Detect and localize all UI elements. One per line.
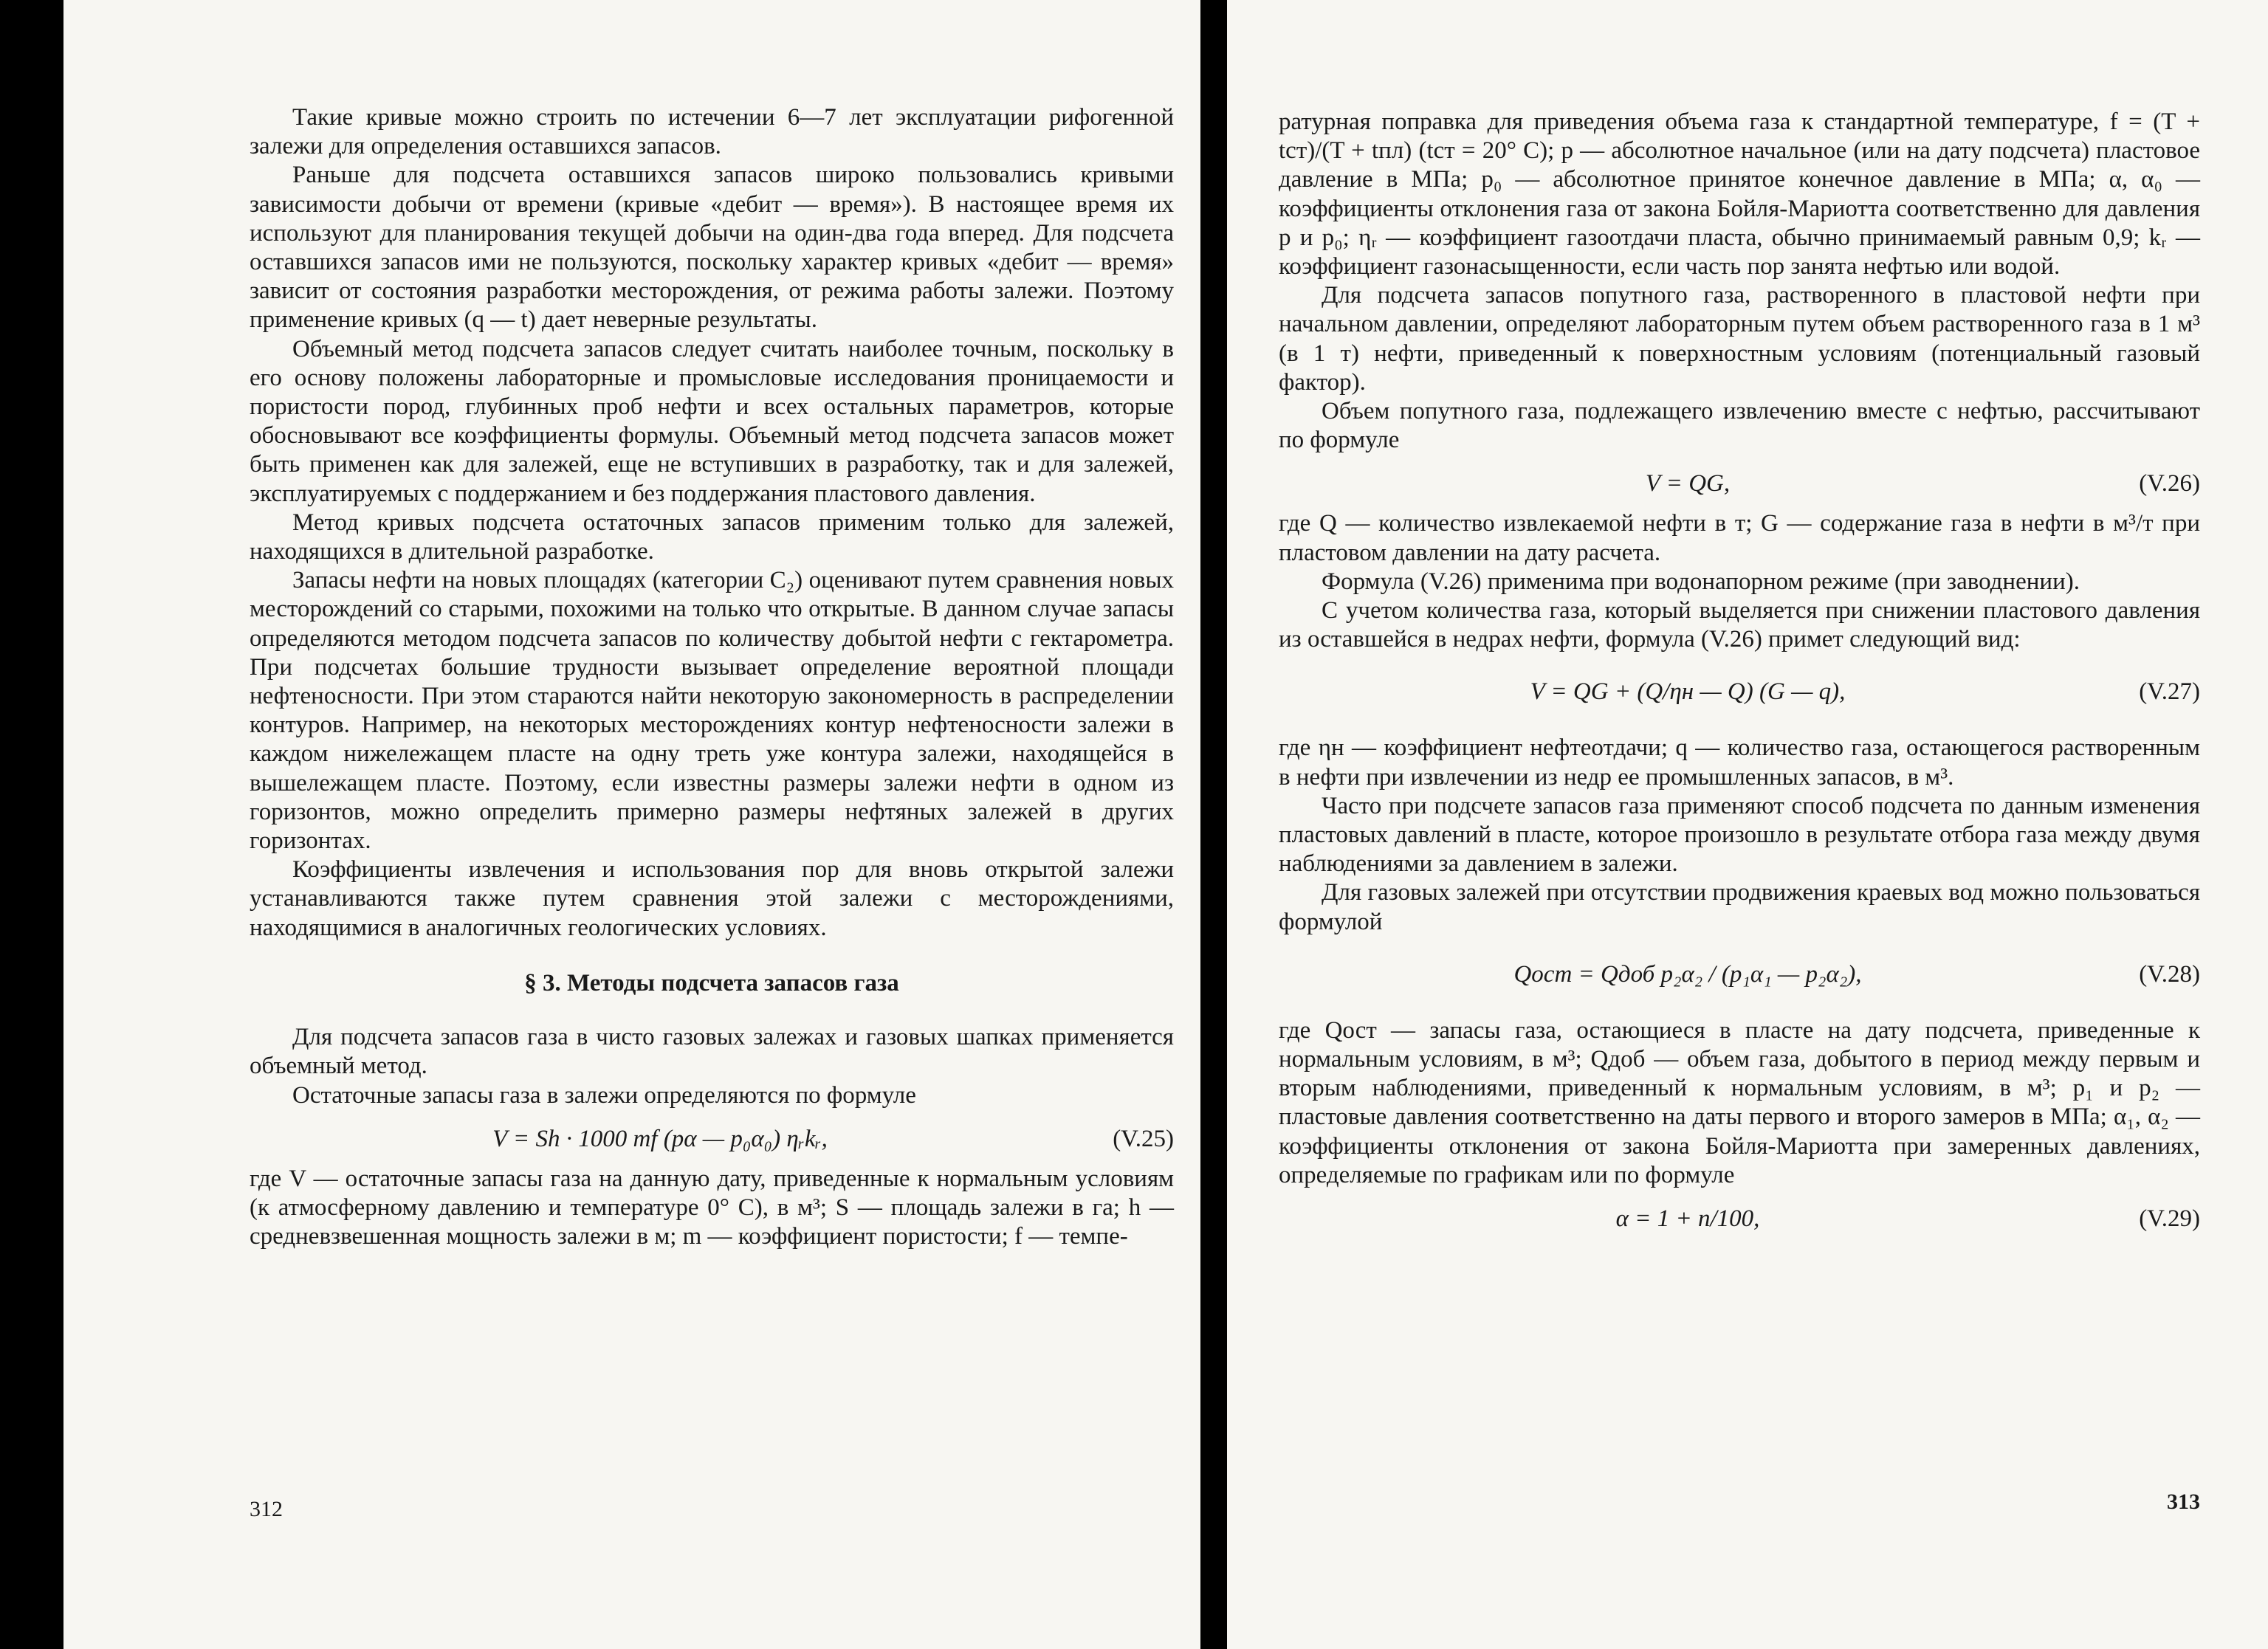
paragraph: Объем попутного газа, подлежащего извлечению вместе с нефтью, рассчитывают по формуле <box>1279 398 2200 454</box>
formula-number: (V.25) <box>1113 1125 1174 1152</box>
page-number: 313 <box>2167 1490 2200 1514</box>
formula-v28 <box>1279 941 2200 1012</box>
formula-expression: V = Sh · 1000 mf (pα — p₀α₀) ηᵣkᵣ, <box>492 1125 828 1152</box>
paragraph: где Q — количество извлекаемой нефти в т; G — содержание газа в нефти в м³/т при пластовом давлении на дату расчета. <box>1279 510 2200 566</box>
formula-number: (V.27) <box>2139 678 2200 706</box>
paragraph: Формула (V.26) применима при водонапорном режиме (при заводнении). <box>1322 568 2080 595</box>
paragraph: С учетом количества газа, который выделяется при снижении пластового давления из оставшейся в недрах нефти, формула (V.26) примет следующий вид: <box>1279 597 2200 653</box>
left-page <box>63 0 1200 1649</box>
formula-number: (V.29) <box>2139 1205 2200 1233</box>
formula-expression: V = QG + (Q/ηн — Q) (G — q), <box>1530 678 1846 706</box>
paragraph: Часто при подсчете запасов газа применяют способ подсчета по данным изменения пластовых давлений в пласте, которое произошло в результате отбора газа между двумя наблюдениями за давлением в залежи. <box>1279 792 2200 878</box>
right-page-body <box>1279 108 2200 1245</box>
formula-number: (V.28) <box>2139 960 2200 988</box>
paragraph: Раньше для подсчета оставшихся запасов широко пользовались кривыми зависимости добычи от времени (кривые «дебит — время»). В настоящее время их используют для планирования текущей добычи на один-два года вперед. Для подсчета оставшихся запасов ими не пользуются, поскольку характер кривых «дебит — время» зависит от состояния разработки месторождения, от режима работы залежи. Поэтому применение кривых (q — t) дает неверные результаты. <box>250 162 1174 334</box>
paragraph: где Qост — запасы газа, остающиеся в пласте на дату подсчета, приведенные к нормальным условиям, в м³; Qдоб — объем газа, добытого в период между первым и вторым наблюдениями, приведенный к нормальным условиям, в м³; p₁ и p₂ — пластовые давления соответственно на даты первого и второго замеров в МПа; α₁, α₂ — коэффициенты отклонения от закона Бойля-Мариотта при замеренных давлениях, определяемые по графикам или по формуле <box>1279 1016 2200 1188</box>
formula-v25 <box>250 1115 1174 1160</box>
paragraph: Объемный метод подсчета запасов следует считать наиболее точным, поскольку в его основу положены лабораторные и промысловые исследования проницаемости и пористости пород, глубинных проб нефти и всех остальных параметров, которые обосновывают все коэффициенты формулы. Объемный метод подсчета запасов может быть применен как для залежей, еще не вступивших в разработку, так и для залежей, эксплуатируемых с поддержанием и без поддержания пластового давления. <box>250 335 1174 507</box>
formula-v26 <box>1279 459 2200 505</box>
paragraph: где ηн — коэффициент нефтеотдачи; q — количество газа, остающегося растворенным в нефти при извлечении из недр ее промышленных запасов, в м³. <box>1279 734 2200 791</box>
right-page <box>1227 0 2268 1649</box>
section-heading: § 3. Методы подсчета запасов газа <box>524 969 899 996</box>
paragraph: ратурная поправка для приведения объема газа к стандартной температуре, f = (T + tст)/(T + tпл) (tст = 20° C); p — абсолютное начальное (или на дату подсчета) пластовое давление в МПа; p₀ — абсолютное принятое конечное давление в МПа; α, α₀ — коэффициенты отклонения газа от закона Бойля-Мариотта соответственно для давления p и p₀; ηᵣ — коэффициент газоотдачи пласта, обычно принимаемый равным 0,9; kᵣ — коэффициент газонасыщенности, если часть пор занята нефтью или водой. <box>1279 109 2200 280</box>
formula-expression: V = QG, <box>1645 470 1731 498</box>
paragraph: Для подсчета запасов попутного газа, растворенного в пластовой нефти при начальном давлении, определяют лабораторным путем объем растворенного газа в 1 м³ (в 1 т) нефти, приведенный к поверхностным условиям (потенциальный газовый фактор). <box>1279 282 2200 396</box>
formula-expression: Qост = Qдоб p₂α₂ / (p₁α₁ — p₂α₂), <box>1513 960 1862 988</box>
paragraph: Запасы нефти на новых площадях (категории C₂) оценивают путем сравнения новых месторождений со старыми, похожими на только что открытые. В данном случае запасы определяются методом подсчета запасов по количеству добытой нефти с гектарометра. При подсчетах большие трудности вызывает определение вероятной площади нефтеносности. При этом стараются найти некоторую закономерность в распределении контуров. Например, на некоторых месторождениях контур нефтеносности залежи в каждом нижележащем пласте на одну треть уже контура залежи, находящейся в вышележащем пласте. Поэтому, если известны размеры залежи нефти в одном из горизонтов, можно определить примерно размеры нефтяных залежей в других горизонтах. <box>250 567 1174 855</box>
formula-v29 <box>1279 1194 2200 1240</box>
paragraph: Коэффициенты извлечения и использования пор для вновь открытой залежи устанавливаются также путем сравнения этой залежи с месторождениями, находящимися в аналогичных геологических условиях. <box>250 856 1174 941</box>
formula-number: (V.26) <box>2139 470 2200 498</box>
formula-v27 <box>1279 658 2200 729</box>
paragraph: Остаточные запасы газа в залежи определяются по формуле <box>292 1081 916 1109</box>
paragraph: Для газовых залежей при отсутствии продвижения краевых вод можно пользоваться формулой <box>1279 879 2200 935</box>
page-number: 312 <box>250 1497 283 1521</box>
paragraph: Метод кривых подсчета остаточных запасов применим только для залежей, находящихся в длительной разработке. <box>250 509 1174 565</box>
formula-expression: α = 1 + n/100, <box>1615 1205 1760 1233</box>
paragraph: где V — остаточные запасы газа на данную дату, приведенные к нормальным условиям (к атмосферному давлению и температуре 0° C), в м³; S — площадь залежи в га; h — средневзвешенная мощность залежи в м; m — коэффициент пористости; f — темпе- <box>250 1165 1174 1250</box>
left-page-body <box>250 103 1174 1251</box>
paragraph: Для подсчета запасов газа в чисто газовых залежах и газовых шапках применяется объемный метод. <box>250 1024 1174 1080</box>
paragraph: Такие кривые можно строить по истечении 6—7 лет эксплуатации рифогенной залежи для определения оставшихся запасов. <box>250 104 1174 160</box>
